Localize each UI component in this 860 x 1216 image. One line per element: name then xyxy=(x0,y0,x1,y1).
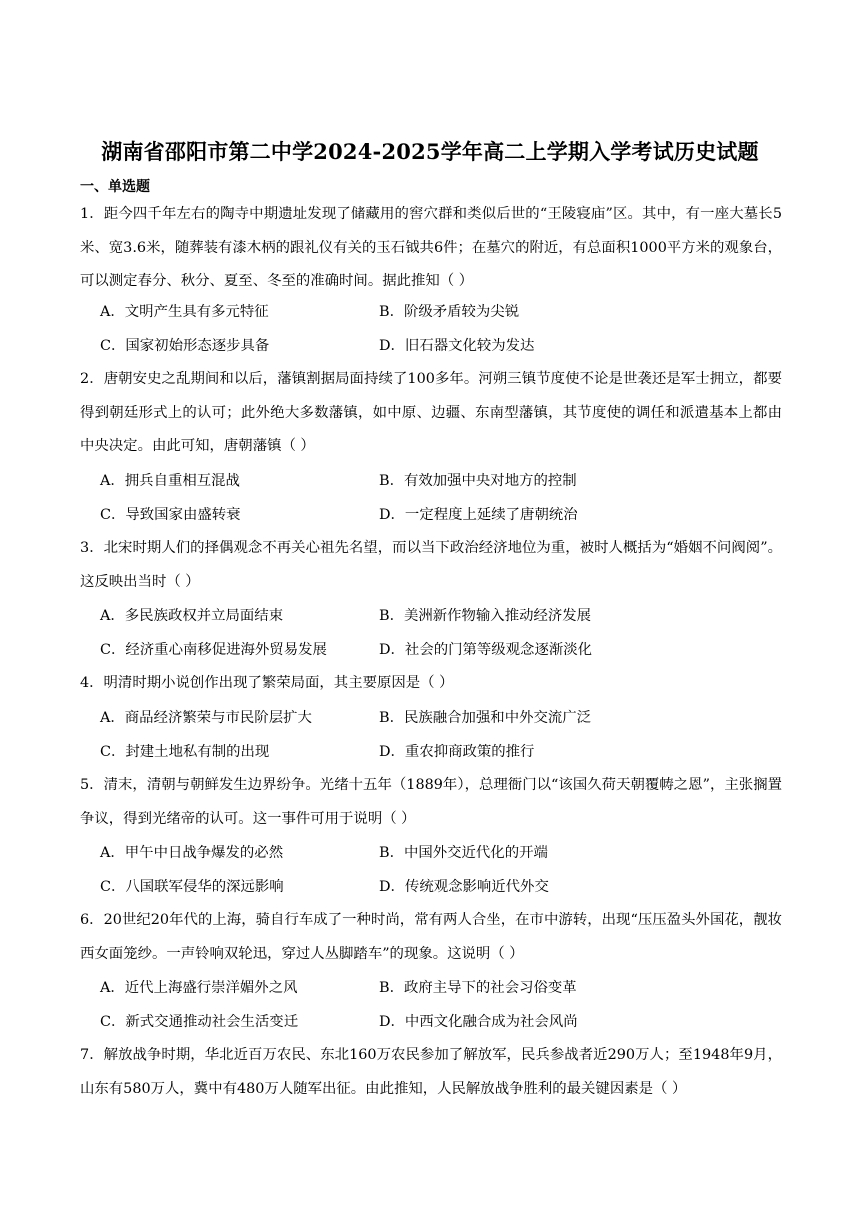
option-4a[interactable]: A．商品经济繁荣与市民阶层扩大 xyxy=(100,710,312,726)
question-5-options-row-1 xyxy=(0,836,860,870)
option-4b[interactable]: B．民族融合加强和中外交流广泛 xyxy=(379,710,592,726)
option-3b[interactable]: B．美洲新作物输入推动经济发展 xyxy=(379,608,592,624)
option-5d[interactable]: D．传统观念影响近代外交 xyxy=(379,879,549,895)
question-3-options-row-1 xyxy=(0,599,860,633)
option-6c[interactable]: C．新式交通推动社会生活变迁 xyxy=(100,1014,299,1030)
option-6b[interactable]: B．政府主导下的社会习俗变革 xyxy=(379,980,577,996)
option-5c[interactable]: C．八国联军侵华的深远影响 xyxy=(100,879,284,895)
question-5-options-row-2 xyxy=(0,870,860,904)
question-6-options-row-2 xyxy=(0,1005,860,1039)
question-2-stem: 2．唐朝安史之乱期间和以后，藩镇割据局面持续了100多年。河朔三镇节度使不论是世袭还是军士拥立，都要得到朝廷形式上的认可；此外绝大多数藩镇，如中原、边疆、东南型藩镇，其节度使的调任和派遣基本上都由中央决定。由此可知，唐朝藩镇（ ） xyxy=(80,371,782,454)
option-2a[interactable]: A．拥兵自重相互混战 xyxy=(100,473,240,489)
option-4c[interactable]: C．封建土地私有制的出现 xyxy=(100,744,270,760)
option-3d[interactable]: D．社会的门第等级观念逐渐淡化 xyxy=(379,642,593,658)
option-2b[interactable]: B．有效加强中央对地方的控制 xyxy=(379,473,577,489)
question-1-stem: 1．距今四千年左右的陶寺中期遗址发现了储藏用的窖穴群和类似后世的“王陵寝庙”区。其中，有一座大墓长5米、宽3.6米，随葬装有漆木柄的跟礼仪有关的玉石钺共6件；在墓穴的附近，有总面积1000平方米的观象台，可以测定春分、秋分、夏至、冬至的准确时间。据此推知（ ） xyxy=(80,206,782,289)
question-6-options-row-1 xyxy=(0,971,860,1005)
question-6-stem: 6．20世纪20年代的上海，骑自行车成了一种时尚，常有两人合坐，在市中游转，出现“压压盈头外国花，靓妆西女面笼纱。一声铃响双轮迅，穿过人丛脚踏车”的现象。这说明（ ） xyxy=(80,912,782,962)
question-7-stem: 7．解放战争时期，华北近百万农民、东北160万农民参加了解放军，民兵参战者近290万人；至1948年9月，山东有580万人，冀中有480万人随军出征。由此推知，人民解放战争胜利的最关键因素是（ ） xyxy=(80,1047,782,1097)
question-3-stem: 3．北宋时期人们的择偶观念不再关心祖先名望，而以当下政治经济地位为重，被时人概括为“婚姻不问阀阅”。这反映出当时（ ） xyxy=(80,540,782,590)
question-4-options-row-2 xyxy=(0,735,860,769)
question-4-options-row-1 xyxy=(0,701,860,735)
option-3c[interactable]: C．经济重心南移促进海外贸易发展 xyxy=(100,642,327,658)
option-4d[interactable]: D．重农抑商政策的推行 xyxy=(379,744,535,760)
question-2-options-row-1 xyxy=(0,464,860,498)
question-2-options-row-2 xyxy=(0,498,860,532)
option-3a[interactable]: A．多民族政权并立局面结束 xyxy=(100,608,284,624)
question-1-options-row-2 xyxy=(0,329,860,363)
section-heading: 一、单选题 xyxy=(80,179,150,195)
option-1a[interactable]: A．文明产生具有多元特征 xyxy=(100,304,269,320)
option-2d[interactable]: D．一定程度上延续了唐朝统治 xyxy=(379,507,578,523)
option-5a[interactable]: A．甲午中日战争爆发的必然 xyxy=(100,845,284,861)
question-5-stem: 5．清末，清朝与朝鲜发生边界纷争。光绪十五年（1889年），总理衙门以“该国久荷天朝覆帱之恩”，主张搁置争议，得到光绪帝的认可。这一事件可用于说明（ ） xyxy=(80,777,782,827)
question-3-options-row-2 xyxy=(0,633,860,667)
option-6d[interactable]: D．中西文化融合成为社会风尚 xyxy=(379,1014,578,1030)
exam-title: 湖南省邵阳市第二中学2024-2025学年高二上学期入学考试历史试题 xyxy=(101,139,759,164)
option-5b[interactable]: B．中国外交近代化的开端 xyxy=(379,845,548,861)
question-1-options-row-1 xyxy=(0,295,860,329)
option-6a[interactable]: A．近代上海盛行崇洋媚外之风 xyxy=(100,980,298,996)
option-1c[interactable]: C．国家初始形态逐步具备 xyxy=(100,338,270,354)
option-2c[interactable]: C．导致国家由盛转衰 xyxy=(100,507,241,523)
option-1d[interactable]: D．旧石器文化较为发达 xyxy=(379,338,535,354)
question-4-stem: 4．明清时期小说创作出现了繁荣局面，其主要原因是（ ） xyxy=(80,675,454,691)
option-1b[interactable]: B．阶级矛盾较为尖锐 xyxy=(379,304,520,320)
